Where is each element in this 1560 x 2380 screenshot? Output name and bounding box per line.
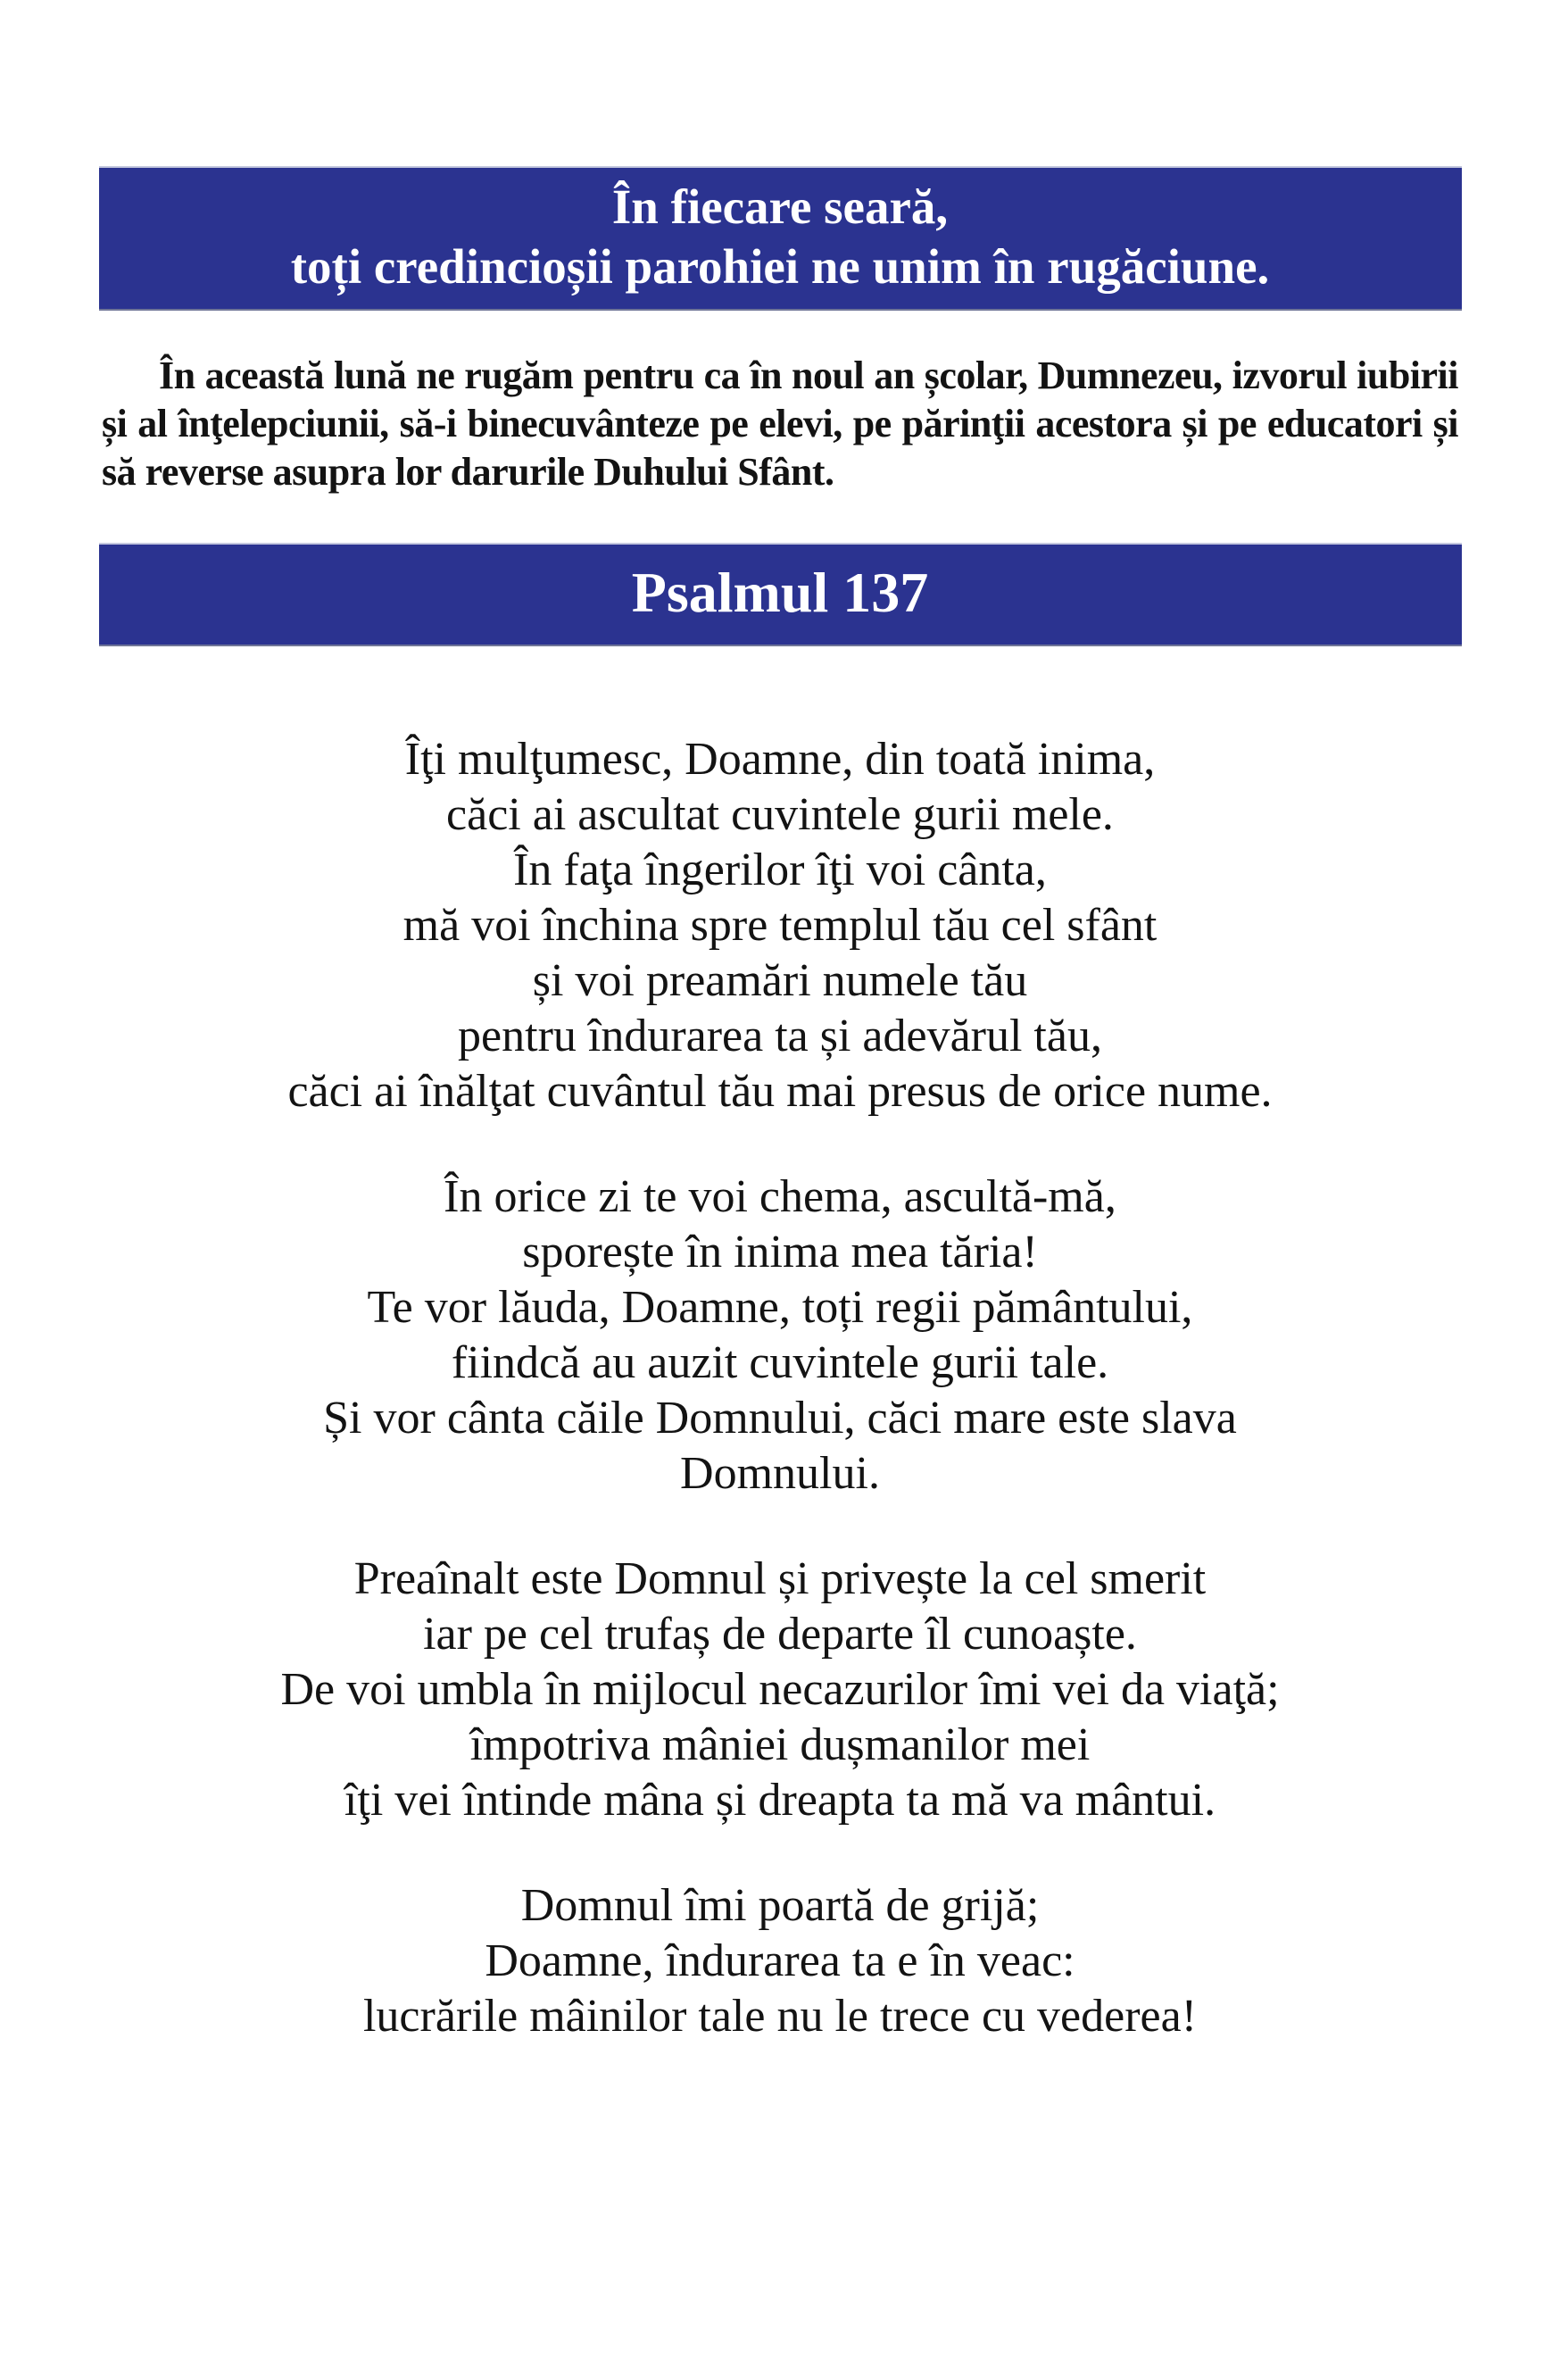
psalm-line: îţi vei întinde mâna și dreapta ta mă va mântui. (344, 1775, 1216, 1826)
psalm-body (0, 732, 1560, 2044)
psalm-line: În faţa îngerilor îţi voi cânta, (513, 845, 1047, 895)
psalm-line: Domnul îmi poartă de grijă; (520, 1880, 1040, 1931)
psalm-line: căci ai ascultat cuvintele gurii mele. (446, 789, 1114, 840)
psalm-line: sporește în inima mea tăria! (522, 1227, 1038, 1277)
psalm-line: Doamne, îndurarea ta e în veac: (485, 1935, 1075, 1986)
psalm-line: În orice zi te voi chema, ascultă-mă, (444, 1171, 1116, 1222)
prayer-page (0, 166, 1560, 2380)
psalm-stanza (0, 732, 1560, 1119)
psalm-title-banner (99, 543, 1462, 646)
psalm-line: și voi preamări numele tău (532, 955, 1028, 1006)
psalm-line: Domnului. (680, 1448, 880, 1499)
psalm-line: De voi umbla în mijlocul necazurilor îmi vei da viaţă; (280, 1664, 1280, 1715)
banner-line-2: toți credincioșii parohiei ne unim în rugăciune. (290, 239, 1270, 294)
psalm-line: fiindcă au auzit cuvintele gurii tale. (451, 1337, 1109, 1388)
monthly-intention-paragraph: În această lună ne rugăm pentru ca în noul an școlar, Dumnezeu, izvorul iubirii și al înţelepciunii, să-i binecuvânteze pe elevi, pe părinţii acestora și pe educatori și să reverse asupra lor darurile Duhului Sfânt. (102, 354, 1458, 494)
psalm-line: pentru îndurarea ta și adevărul tău, (458, 1011, 1102, 1061)
psalm-title: Psalmul 137 (631, 561, 929, 624)
psalm-line: mă voi închina spre templul tău cel sfânt (402, 900, 1158, 951)
psalm-stanza (0, 1169, 1560, 1502)
psalm-line: căci ai înălţat cuvântul tău mai presus de orice nume. (287, 1066, 1273, 1117)
psalm-line: împotriva mâniei dușmanilor mei (469, 1719, 1091, 1770)
psalm-line: lucrările mâinilor tale nu le trece cu vederea! (362, 1991, 1198, 2042)
psalm-line: Și vor cânta căile Domnului, căci mare este slava (323, 1393, 1237, 1444)
banner-line-1: În fiecare seară, (611, 179, 949, 234)
psalm-stanza (0, 1552, 1560, 1828)
psalm-line: iar pe cel trufaș de departe îl cunoaște. (423, 1609, 1137, 1660)
psalm-stanza (0, 1878, 1560, 2044)
psalm-line: Preaînalt este Domnul și privește la cel smerit (353, 1553, 1207, 1604)
psalm-line: Te vor lăuda, Doamne, toți regii pământului, (367, 1282, 1193, 1333)
evening-prayer-banner (99, 166, 1462, 311)
psalm-line: Îţi mulţumesc, Doamne, din toată inima, (404, 734, 1156, 785)
